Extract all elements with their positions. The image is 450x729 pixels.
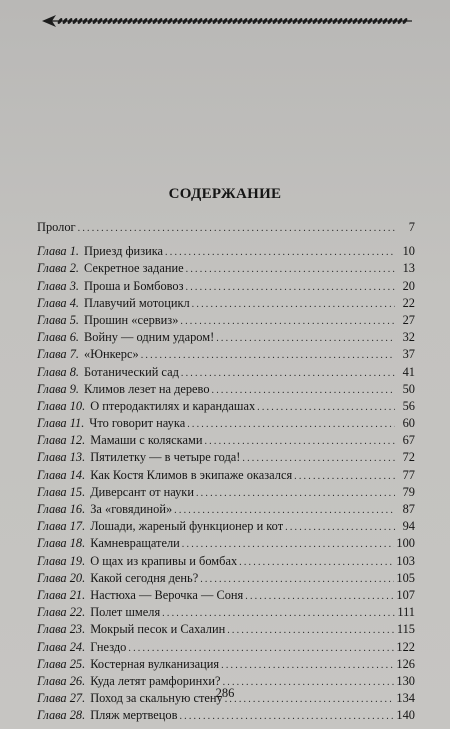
chapter-page: 20: [402, 278, 415, 293]
toc-chapter-row[interactable]: [37, 553, 415, 570]
chapter-title: Пляж мертвецов: [90, 708, 178, 723]
chapter-number: Глава 20.: [37, 570, 86, 585]
chapter-title: Проша и Бомбовоз: [84, 278, 184, 293]
toc-chapter-row[interactable]: [37, 295, 415, 312]
chapter-page: 56: [402, 398, 415, 413]
toc-chapter-row[interactable]: [37, 432, 415, 449]
toc-chapter-row[interactable]: [37, 278, 415, 295]
chapter-number: Глава 6.: [37, 330, 80, 345]
chapter-title: Плавучий мотоцикл: [84, 295, 190, 310]
toc-leader: [221, 657, 394, 674]
toc-chapter-row[interactable]: [37, 570, 415, 587]
toc-chapter-row[interactable]: [37, 312, 415, 329]
chapter-title: Прошин «сервиз»: [84, 312, 179, 327]
chapter-title: За «говядиной»: [90, 502, 173, 516]
chapter-number: Глава 21.: [37, 587, 86, 602]
chapter-page: 13: [402, 261, 415, 276]
toc-leader: [239, 554, 394, 571]
chapter-page: 67: [402, 433, 415, 448]
chapter-title: Что говорит наука: [89, 416, 186, 431]
chapter-page: 37: [402, 347, 415, 362]
chapter-page: 41: [402, 364, 415, 379]
toc-leader: [165, 244, 395, 261]
chapter-list: [37, 243, 415, 724]
chapter-number: Глава 26.: [37, 673, 86, 688]
toc-chapter-row[interactable]: [37, 398, 415, 415]
chapter-page: 130: [396, 673, 415, 688]
toc-chapter-row[interactable]: [37, 656, 415, 673]
toc-leader: [141, 347, 395, 364]
toc-leader: [192, 296, 395, 313]
toc-heading: СОДЕРЖАНИЕ: [168, 186, 282, 202]
chapter-number: Глава 13.: [37, 450, 86, 465]
chapter-number: Глава 22.: [37, 605, 86, 620]
chapter-title: Как Костя Климов в экипаже оказался: [90, 467, 293, 482]
toc-leader: [179, 708, 394, 725]
chapter-number: Глава 9.: [37, 381, 80, 396]
toc-gap: [37, 236, 415, 243]
chapter-title: Пятилетку — в четыре года!: [90, 450, 241, 465]
header-ornament-icon: [42, 14, 412, 28]
chapter-page: 27: [402, 312, 415, 327]
toc-chapter-row[interactable]: [37, 587, 415, 604]
chapter-page: 79: [402, 484, 415, 499]
chapter-title: Войну — одним ударом!: [84, 330, 215, 345]
toc-chapter-row[interactable]: [37, 484, 415, 501]
toc-leader: [212, 382, 395, 399]
chapter-title: Куда летят рамфоринхи?: [90, 673, 221, 688]
toc-leader: [181, 365, 395, 382]
toc-leader: [294, 468, 395, 485]
page-number: 286: [215, 686, 235, 700]
chapter-title: «Юнкерс»: [84, 347, 139, 362]
toc-chapter-row[interactable]: [37, 329, 415, 346]
toc-chapter-row[interactable]: [37, 346, 415, 363]
chapter-number: Глава 17.: [37, 519, 86, 534]
chapter-number: Глава 25.: [37, 656, 86, 671]
chapter-title: Ботанический сад: [84, 364, 179, 379]
chapter-number: Глава 15.: [37, 484, 86, 499]
chapter-number: Глава 18.: [37, 536, 86, 551]
toc-chapter-row[interactable]: [37, 449, 415, 466]
toc-chapter-row[interactable]: [37, 535, 415, 552]
chapter-page: 115: [396, 622, 415, 637]
toc-prologue-page: 7: [408, 220, 415, 234]
toc-chapter-row[interactable]: [37, 707, 415, 724]
chapter-title: Лошади, жареный функционер и кот: [90, 519, 284, 534]
chapter-page: 60: [402, 416, 415, 431]
toc-leader: [182, 536, 395, 553]
toc-chapter-row[interactable]: [37, 639, 415, 656]
chapter-page: 22: [402, 295, 415, 310]
chapter-number: Глава 28.: [37, 708, 86, 723]
toc-chapter-row[interactable]: [37, 467, 415, 484]
chapter-title: Мокрый песок и Сахалин: [90, 622, 226, 637]
toc-chapter-row[interactable]: [37, 415, 415, 432]
chapter-title: Какой сегодня день?: [90, 570, 199, 585]
toc-leader: [257, 399, 395, 416]
toc-prologue[interactable]: [37, 219, 415, 236]
chapter-title: Настюха — Верочка — Соня: [90, 587, 244, 602]
chapter-page: 10: [402, 244, 415, 259]
chapter-page: 107: [396, 587, 415, 602]
chapter-page: 72: [402, 450, 415, 465]
toc-leader: [78, 220, 395, 237]
toc-leader: [200, 571, 394, 588]
toc-chapter-row[interactable]: [37, 381, 415, 398]
chapter-title: О щах из крапивы и бомбах: [90, 553, 238, 568]
chapter-page: 111: [397, 605, 415, 620]
toc-leader: [245, 588, 394, 605]
chapter-page: 140: [396, 708, 415, 723]
chapter-number: Глава 2.: [37, 261, 80, 276]
chapter-title: Костерная вулканизация: [90, 656, 220, 671]
chapter-page: 100: [396, 536, 415, 551]
chapter-page: 94: [402, 519, 415, 534]
chapter-number: Глава 1.: [37, 244, 80, 259]
chapter-page: 126: [396, 656, 415, 671]
toc-prologue-title: Пролог: [37, 220, 76, 234]
toc-leader: [128, 640, 394, 657]
chapter-page: 87: [402, 502, 415, 516]
toc-chapter-row[interactable]: [37, 604, 415, 621]
toc-leader: [180, 313, 395, 330]
toc-leader: [174, 502, 395, 519]
chapter-number: Глава 27.: [37, 691, 86, 706]
chapter-title: Поход за скальную стену: [90, 691, 223, 706]
chapter-number: Глава 7.: [37, 347, 80, 362]
chapter-title: Полет шмеля: [90, 605, 161, 620]
toc-leader: [216, 330, 395, 347]
chapter-page: 103: [396, 553, 415, 568]
chapter-page: 105: [396, 570, 415, 585]
toc-leader: [186, 279, 395, 296]
chapter-page: 32: [402, 330, 415, 345]
chapter-page: 50: [402, 381, 415, 396]
chapter-number: Глава 14.: [37, 467, 86, 482]
table-of-contents: [37, 219, 415, 724]
toc-leader: [242, 450, 395, 467]
chapter-number: Глава 8.: [37, 364, 80, 379]
toc-chapter-row[interactable]: [37, 364, 415, 381]
toc-leader: [285, 519, 395, 536]
chapter-title: Мамаши с колясками: [90, 433, 203, 448]
chapter-page: 122: [396, 639, 415, 654]
chapter-number: Глава 11.: [37, 416, 85, 431]
chapter-number: Глава 16.: [37, 502, 86, 516]
toc-chapter-row[interactable]: [37, 243, 415, 260]
toc-chapter-row[interactable]: [37, 518, 415, 535]
chapter-title: Климов лезет на дерево: [84, 381, 210, 396]
chapter-number: Глава 10.: [37, 398, 86, 413]
toc-leader: [227, 622, 395, 639]
toc-leader: [196, 485, 395, 502]
toc-leader: [162, 605, 395, 622]
toc-chapter-row[interactable]: [37, 260, 415, 277]
toc-leader: [204, 433, 395, 450]
chapter-number: Глава 3.: [37, 278, 80, 293]
chapter-number: Глава 12.: [37, 433, 86, 448]
chapter-title: Приезд физика: [84, 244, 164, 259]
toc-chapter-row[interactable]: [37, 621, 415, 638]
toc-leader: [187, 416, 395, 433]
toc-chapter-row[interactable]: [37, 501, 415, 518]
chapter-page: 77: [402, 467, 415, 482]
chapter-title: Диверсант от науки: [90, 484, 194, 499]
chapter-title: О птеродактилях и карандашах: [90, 398, 256, 413]
chapter-number: Глава 24.: [37, 639, 86, 654]
chapter-number: Глава 5.: [37, 312, 80, 327]
chapter-page: 134: [396, 691, 415, 706]
toc-leader: [186, 261, 395, 278]
chapter-number: Глава 23.: [37, 622, 86, 637]
chapter-title: Гнездо: [90, 639, 127, 654]
chapter-title: Камневращатели: [90, 536, 180, 551]
chapter-number: Глава 4.: [37, 295, 80, 310]
chapter-number: Глава 19.: [37, 553, 86, 568]
chapter-title: Секретное задание: [84, 261, 184, 276]
